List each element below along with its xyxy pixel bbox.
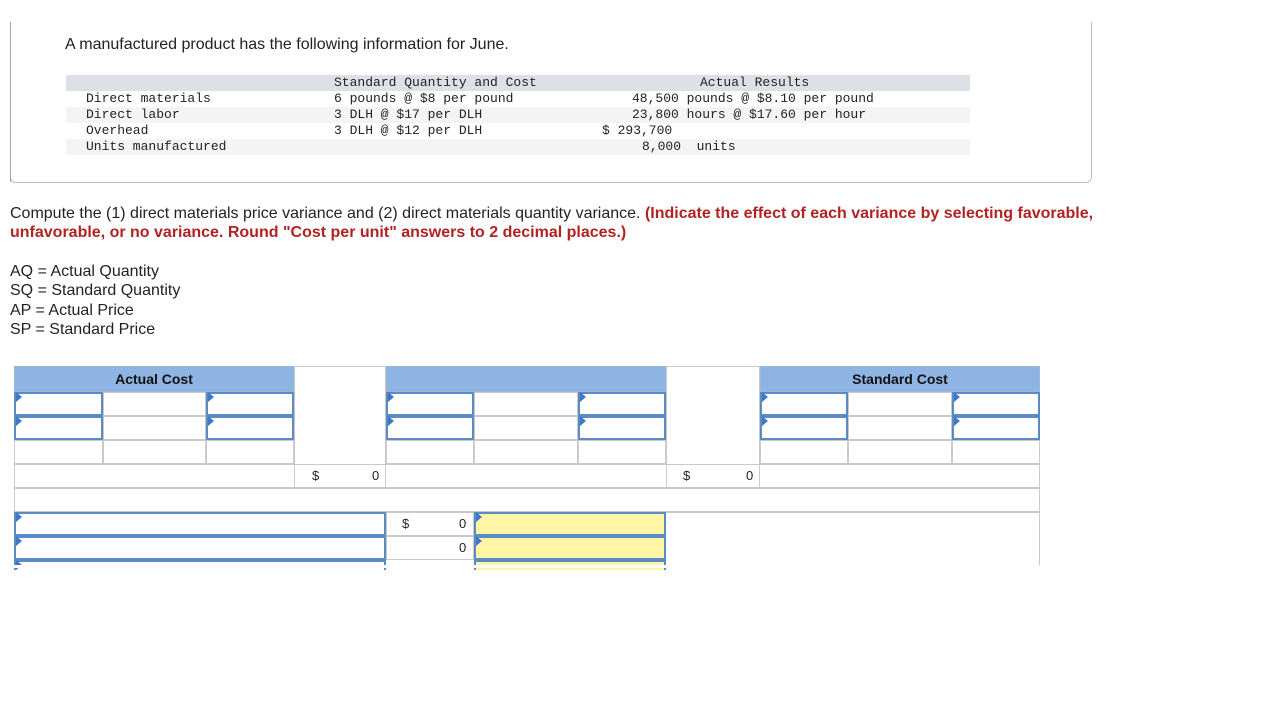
price-variance-label-select[interactable] (14, 512, 386, 536)
empty-cell (578, 440, 666, 464)
standard-cost-header: Standard Cost (760, 366, 1040, 392)
standard-actual-table (66, 75, 970, 155)
total-2-currency: $ (683, 468, 691, 483)
dropdown-marker-icon (762, 392, 768, 402)
clip-edge (14, 565, 1040, 568)
standard-input-2a[interactable] (760, 416, 848, 440)
header-actual: Actual Results (602, 75, 970, 91)
actual-cost-input-2a[interactable] (14, 416, 103, 440)
header-standard: Standard Quantity and Cost (334, 75, 602, 91)
actual-cost-select-1b[interactable] (206, 392, 294, 416)
operator-cell (848, 416, 952, 440)
definition-item: SQ = Standard Quantity (10, 282, 181, 300)
empty-cell (103, 440, 206, 464)
actual-cost-header: Actual Cost (14, 366, 294, 392)
intro-text: A manufactured product has the following information for June. (65, 36, 509, 53)
price-variance-value: 0 (459, 516, 467, 531)
dropdown-marker-icon (388, 392, 394, 402)
row-standard (334, 139, 602, 155)
dropdown-marker-icon (476, 536, 482, 546)
operator-cell (474, 416, 578, 440)
row-label: Direct labor (86, 107, 334, 123)
quantity-variance-effect-select[interactable] (474, 536, 666, 560)
total-1-value: 0 (372, 468, 380, 483)
empty-cell (760, 440, 848, 464)
standard-select-1a[interactable] (760, 392, 848, 416)
operator-cell (848, 392, 952, 416)
table-row (66, 107, 970, 123)
definition-item: AP = Actual Price (10, 301, 134, 319)
quantity-variance-value: 0 (459, 540, 467, 555)
actual-cost-select-1a[interactable] (14, 392, 103, 416)
dropdown-marker-icon (16, 536, 22, 546)
dropdown-marker-icon (388, 416, 394, 426)
dropdown-marker-icon (16, 512, 22, 522)
definition-item: SP = Standard Price (10, 320, 156, 338)
quantity-variance-label-select[interactable] (14, 536, 386, 560)
definition-item: AQ = Actual Quantity (10, 263, 159, 280)
dropdown-marker-icon (16, 416, 22, 426)
middle-header (386, 366, 666, 392)
dropdown-marker-icon (762, 416, 768, 426)
dropdown-marker-icon (954, 392, 960, 402)
price-variance-currency: $ (402, 516, 410, 531)
empty-cell (848, 440, 952, 464)
dropdown-marker-icon (208, 392, 214, 402)
operator-cell (103, 416, 206, 440)
definitions-list (10, 262, 180, 339)
totals-row (14, 464, 1040, 488)
empty-cell (952, 440, 1040, 464)
spacer-cell (666, 366, 760, 464)
middle-input-2b[interactable] (578, 416, 666, 440)
box-left-border (10, 22, 11, 182)
blank-row (14, 488, 1040, 512)
actual-cost-input-2b[interactable] (206, 416, 294, 440)
total-2-value: 0 (746, 468, 754, 483)
empty-cell (386, 440, 474, 464)
dropdown-marker-icon (208, 416, 214, 426)
standard-input-2b[interactable] (952, 416, 1040, 440)
row-standard: 6 pounds @ $8 per pound (334, 91, 514, 106)
question-text (10, 204, 1150, 242)
dropdown-marker-icon (580, 416, 586, 426)
problem-info-box (10, 22, 1092, 183)
empty-cell (206, 440, 294, 464)
table-row (66, 123, 970, 139)
row-actual: 23,800 hours @ $17.60 per hour (602, 107, 970, 123)
row-label: Direct materials (86, 91, 211, 106)
table-header-row (66, 75, 970, 91)
row-label: Overhead (86, 123, 149, 138)
operator-cell (103, 392, 206, 416)
row-standard: 3 DLH @ $17 per DLH (334, 107, 602, 123)
middle-input-2a[interactable] (386, 416, 474, 440)
row-actual: $ 293,700 (602, 123, 673, 138)
question-plain: Compute the (1) direct materials price variance and (2) direct materials quantity variance. (10, 205, 645, 222)
spacer-cell (294, 366, 386, 464)
dropdown-marker-icon (580, 392, 586, 402)
empty-cell (14, 440, 103, 464)
table-row (66, 139, 970, 155)
middle-select-1a[interactable] (386, 392, 474, 416)
price-variance-effect-select[interactable] (474, 512, 666, 536)
standard-select-1b[interactable] (952, 392, 1040, 416)
dropdown-marker-icon (954, 416, 960, 426)
operator-cell (474, 392, 578, 416)
middle-select-1b[interactable] (578, 392, 666, 416)
question-instruction: (Indicate the effect of each variance by selecting favorable, unfavorable, or no variance. Round "Cost per unit" answers to 2 decimal places.) (10, 205, 1094, 241)
total-1-currency: $ (312, 468, 320, 483)
dropdown-marker-icon (16, 392, 22, 402)
row-label: Units manufactured (86, 139, 334, 155)
table-row (66, 91, 970, 107)
dropdown-marker-icon (476, 512, 482, 522)
row-actual: 8,000 units (602, 139, 970, 155)
empty-cell (474, 440, 578, 464)
row-actual: 48,500 pounds @ $8.10 per pound (632, 91, 874, 106)
row-standard: 3 DLH @ $12 per DLH (334, 123, 483, 138)
